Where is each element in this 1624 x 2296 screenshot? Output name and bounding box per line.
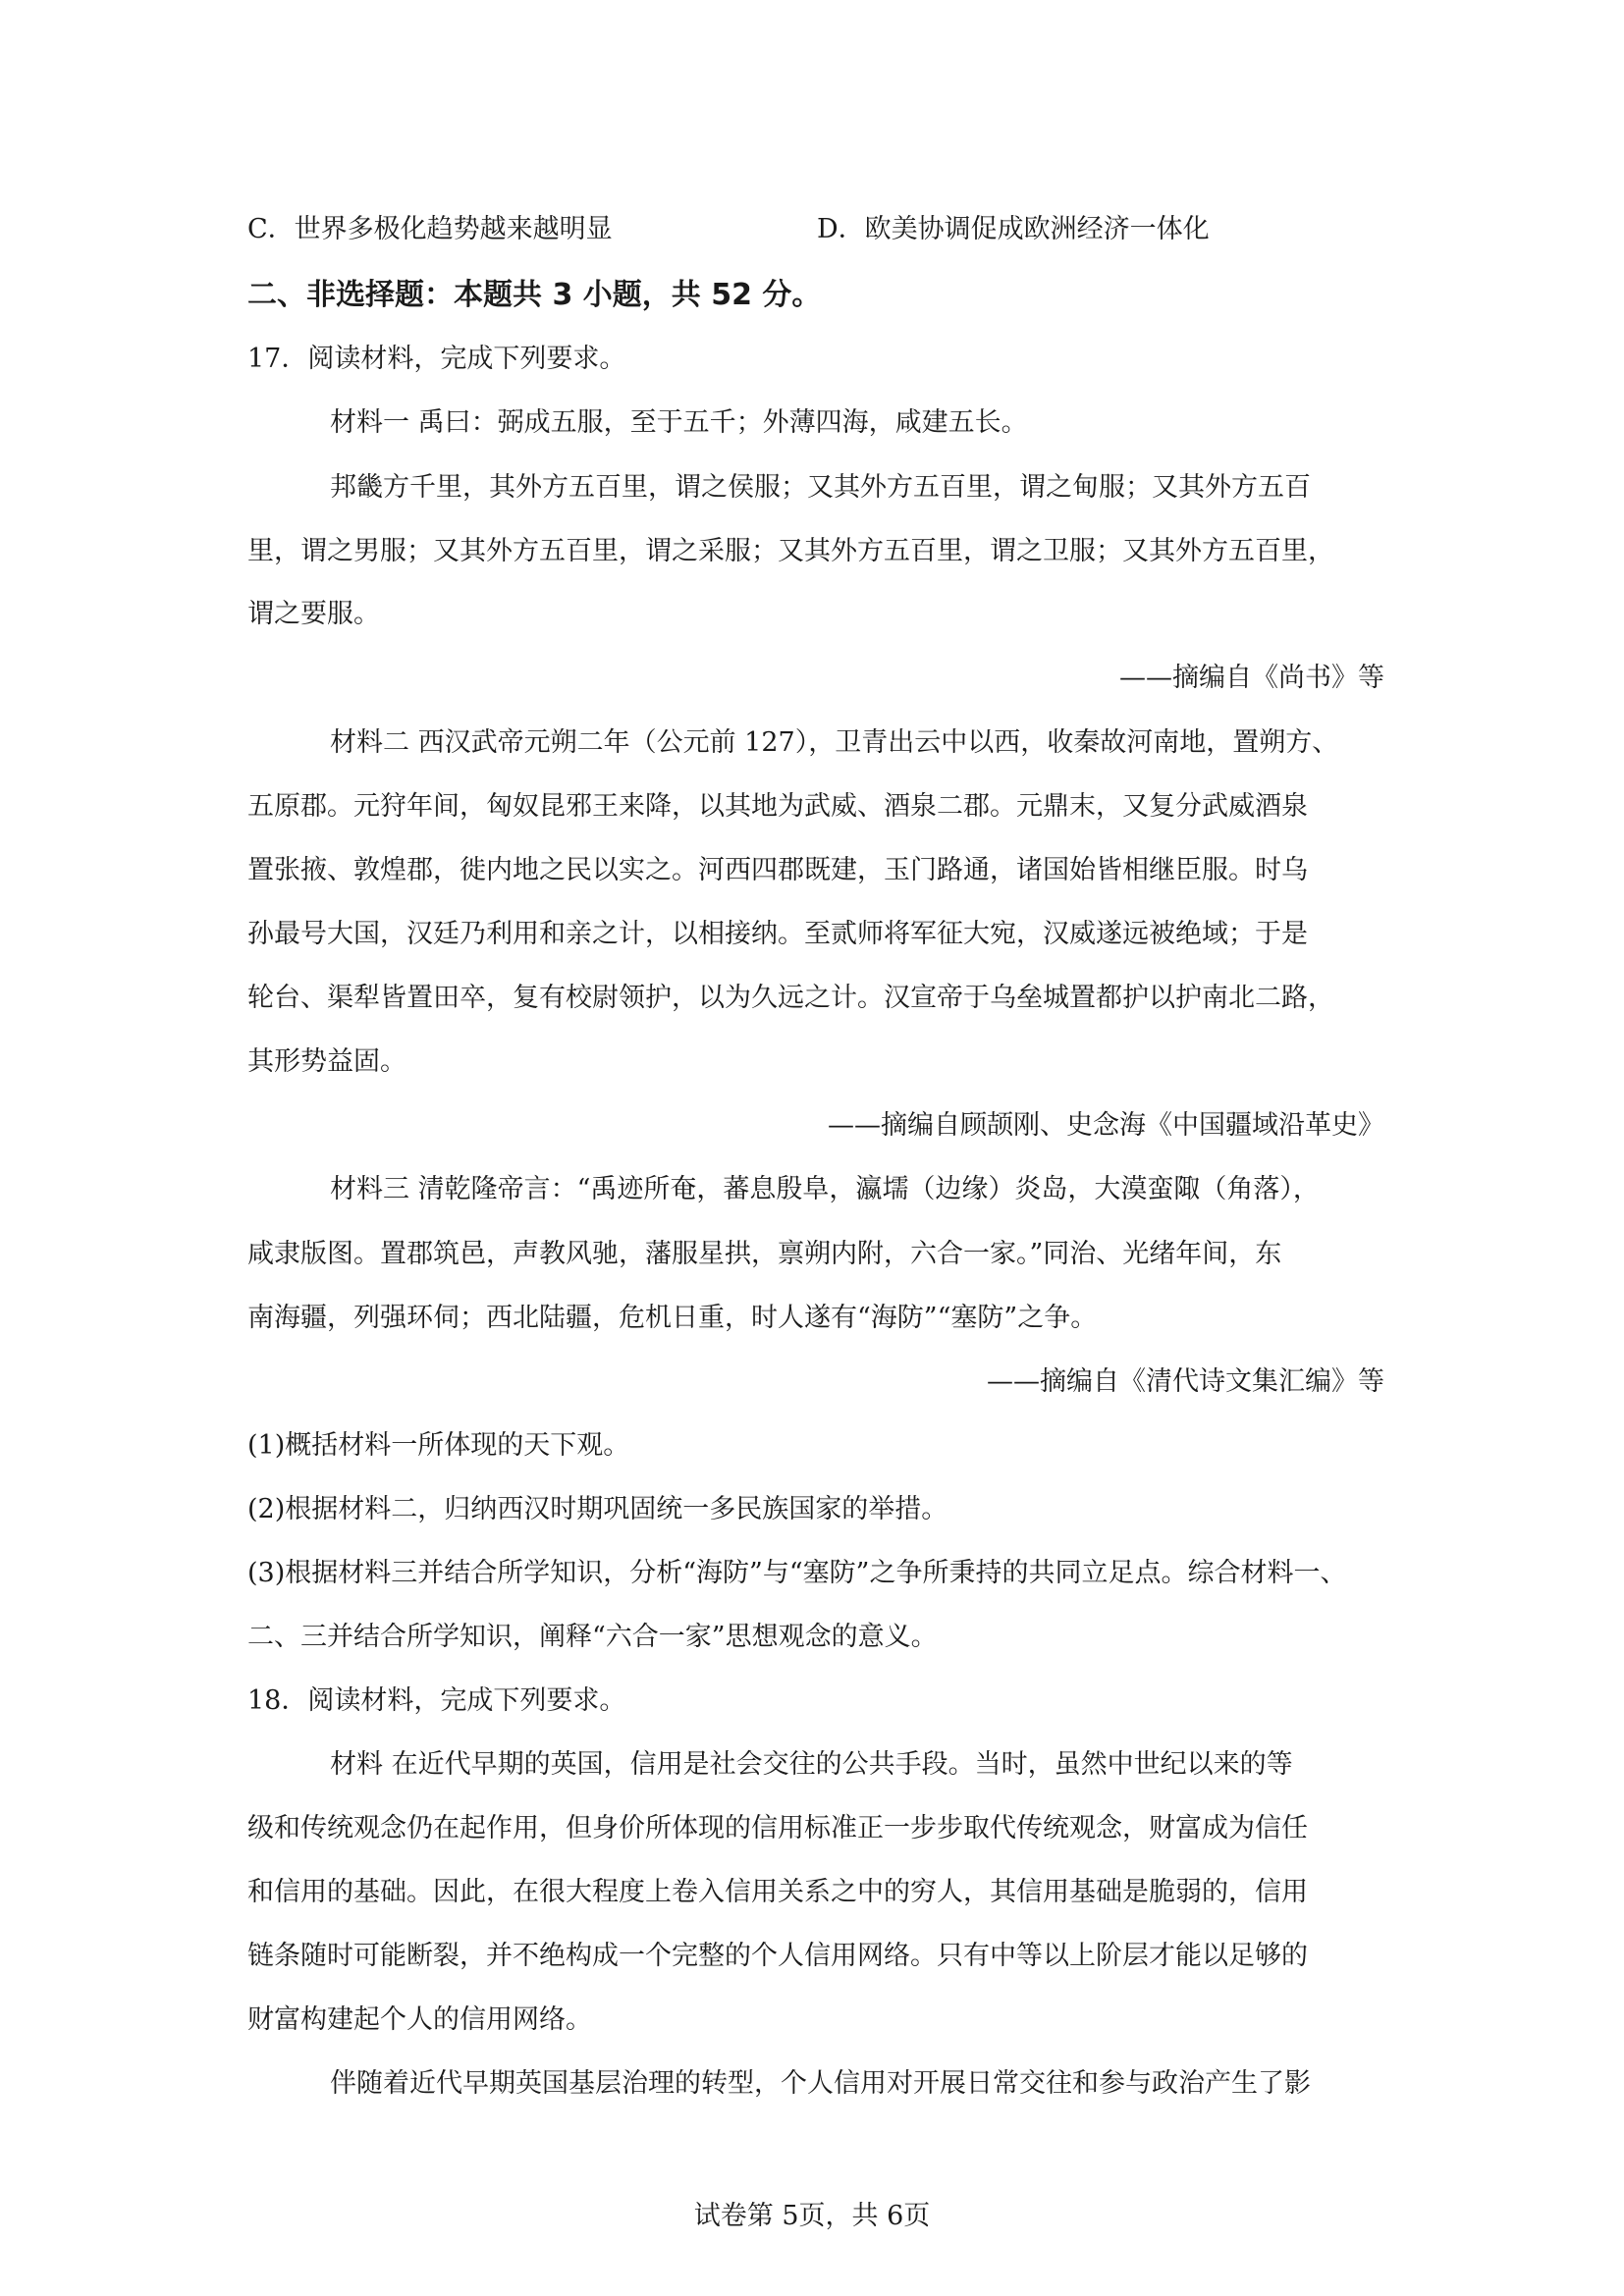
option-c: C．世界多极化趋势越来越明显 — [247, 214, 613, 244]
page-footer: 试卷第 5页，共 6页 — [693, 2201, 931, 2231]
q18-m-line: 级和传统观念仍在起作用，但身价所体现的信用标准正一步步取代传统观念，财富成为信任 — [247, 1813, 1308, 1843]
q18-m-line: 财富构建起个人的信用网络。 — [247, 2004, 592, 2035]
q17-m2-line: 置张掖、敦煌郡，徙内地之民以实之。河西四郡既建，玉门路通，诸国始皆相继臣服。时乌 — [247, 855, 1308, 885]
q17-m3-source: ——摘编自《清代诗文集汇编》等 — [987, 1366, 1384, 1397]
q17-stem: 17．阅读材料，完成下列要求。 — [247, 344, 626, 374]
q17-m3-line: 材料三 清乾隆帝言：“禹迹所奄，蕃息殷阜，瀛壖（边缘）炎岛，大漠蛮陬（角落）， — [330, 1174, 1320, 1204]
q18-m-line: 链条随时可能断裂，并不绝构成一个完整的个人信用网络。只有中等以上阶层才能以足够的 — [247, 1941, 1308, 1971]
section-heading: 二、非选择题：本题共 3 小题，共 52 分。 — [247, 278, 822, 312]
q17-m1-source: ——摘编自《尚书》等 — [1119, 663, 1384, 693]
q17-question-1: (1)概括材料一所体现的天下观。 — [247, 1430, 630, 1461]
q17-question-3: (3)根据材料三并结合所学知识，分析“海防”与“塞防”之争所秉持的共同立足点。综合材料一、 — [247, 1558, 1347, 1588]
q18-m-line: 材料 在近代早期的英国，信用是社会交往的公共手段。当时，虽然中世纪以来的等 — [330, 1749, 1293, 1780]
q17-m1-line: 谓之要服。 — [247, 599, 380, 629]
q17-m1-line: 里，谓之男服；又其外方五百里，谓之采服；又其外方五百里，谓之卫服；又其外方五百里， — [247, 536, 1334, 566]
q18-m-line: 伴随着近代早期英国基层治理的转型，个人信用对开展日常交往和参与政治产生了影 — [330, 2068, 1311, 2099]
q17-m2-line: 材料二 西汉武帝元朔二年（公元前 127），卫青出云中以西，收秦故河南地，置朔方、 — [330, 727, 1339, 758]
q17-m2-line: 其形势益固。 — [247, 1046, 406, 1077]
q17-m2-line: 孙最号大国，汉廷乃利用和亲之计，以相接纳。至贰师将军征大宛，汉威遂远被绝域；于是 — [247, 919, 1308, 949]
q17-m2-source: ——摘编自顾颉刚、史念海《中国疆域沿革史》 — [828, 1110, 1384, 1141]
q17-m3-line: 咸隶版图。置郡筑邑，声教风驰，藩服星拱，禀朔内附，六合一家。”同治、光绪年间，东 — [247, 1239, 1282, 1269]
q17-question-3-cont: 二、三并结合所学知识，阐释“六合一家”思想观念的意义。 — [247, 1622, 938, 1652]
q17-m3-line: 南海疆，列强环伺；西北陆疆，危机日重，时人遂有“海防”“塞防”之争。 — [247, 1303, 1098, 1333]
q18-m-line: 和信用的基础。因此，在很大程度上卷入信用关系之中的穷人，其信用基础是脆弱的，信用 — [247, 1877, 1308, 1907]
q17-m2-line: 五原郡。元狩年间，匈奴昆邪王来降，以其地为武威、酒泉二郡。元鼎末，又复分武威酒泉 — [247, 791, 1308, 822]
q17-m1-line: 邦畿方千里，其外方五百里，谓之侯服；又其外方五百里，谓之甸服；又其外方五百 — [330, 472, 1311, 503]
q17-question-2: (2)根据材料二，归纳西汉时期巩固统一多民族国家的举措。 — [247, 1494, 948, 1524]
option-d: D．欧美协调促成欧洲经济一体化 — [817, 214, 1210, 244]
q17-m1-line: 材料一 禹曰：弼成五服，至于五千；外薄四海，咸建五长。 — [330, 407, 1028, 438]
q18-stem: 18．阅读材料，完成下列要求。 — [247, 1685, 626, 1716]
q17-m2-line: 轮台、渠犁皆置田卒，复有校尉领护，以为久远之计。汉宣帝于乌垒城置都护以护南北二路， — [247, 983, 1334, 1013]
